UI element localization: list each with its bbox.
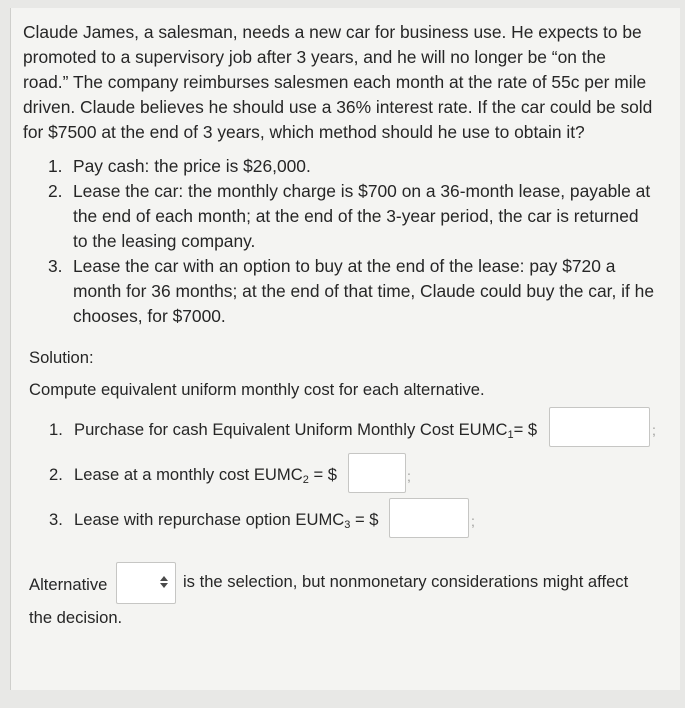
- option-text-line: Lease the car: the monthly charge is $700 on a 36-month lease, payable at: [73, 181, 651, 201]
- conclusion-text-line-2: the decision.: [29, 608, 123, 627]
- option-text-line: chooses, for $7000.: [73, 306, 226, 326]
- question-1-suffix: = $: [513, 420, 538, 439]
- question-1-label: [74, 418, 537, 447]
- question-3-suffix: = $: [350, 510, 379, 529]
- semicolon: ;: [652, 422, 656, 438]
- question-3-text: Lease with repurchase option EUMC: [74, 510, 345, 529]
- question-2-text: Lease at a monthly cost EUMC: [74, 465, 303, 484]
- question-3-label: [74, 508, 379, 537]
- eumc1-input[interactable]: [549, 407, 650, 447]
- alternative-select[interactable]: [116, 562, 176, 604]
- question-2-label: [74, 463, 337, 492]
- solution-instruction: Compute equivalent uniform monthly cost for each alternative.: [29, 380, 485, 399]
- option-text-line: to the leasing company.: [73, 231, 256, 251]
- problem-text-line: promoted to a supervisory job after 3 years, and he will no longer be “on the: [23, 47, 606, 67]
- conclusion-text: is the selection, but nonmonetary considerations might affect: [183, 572, 629, 591]
- up-down-arrows-icon: [159, 573, 169, 591]
- problem-text-line: driven. Claude believes he should use a 36% interest rate. If the car could be sold: [23, 97, 653, 117]
- semicolon: ;: [407, 468, 411, 484]
- eumc2-input[interactable]: [348, 453, 406, 493]
- option-text-line: the end of each month; at the end of the 3-year period, the car is returned: [73, 206, 639, 226]
- option-number: 1.: [48, 156, 63, 176]
- alternative-label: Alternative: [29, 575, 108, 594]
- option-text-line: month for 36 months; at the end of that time, Claude could buy the car, if he: [73, 281, 654, 301]
- semicolon: ;: [471, 513, 475, 529]
- option-text-line: Pay cash: the price is $26,000.: [73, 156, 311, 176]
- question-2-suffix: = $: [308, 465, 337, 484]
- option-text-line: Lease the car with an option to buy at the end of the lease: pay $720 a: [73, 256, 616, 276]
- question-2-subscript: 2: [302, 474, 309, 486]
- question-page: [10, 8, 680, 690]
- eumc3-input[interactable]: [389, 498, 469, 538]
- option-number: 3.: [48, 256, 63, 276]
- problem-text-line: for $7500 at the end of 3 years, which method should he use to obtain it?: [23, 122, 585, 142]
- question-number: 1.: [49, 420, 63, 439]
- question-1-text: Purchase for cash Equivalent Uniform Monthly Cost EUMC: [74, 420, 508, 439]
- question-3-subscript: 3: [344, 519, 351, 531]
- solution-heading: Solution:: [29, 348, 94, 367]
- question-1-subscript: 1: [507, 429, 514, 441]
- question-number: 2.: [49, 465, 63, 484]
- problem-text-line: Claude James, a salesman, needs a new car for business use. He expects to be: [23, 22, 642, 42]
- question-number: 3.: [49, 510, 63, 529]
- option-number: 2.: [48, 181, 63, 201]
- problem-text-line: road.” The company reimburses salesmen each month at the rate of 55c per mile: [23, 72, 647, 92]
